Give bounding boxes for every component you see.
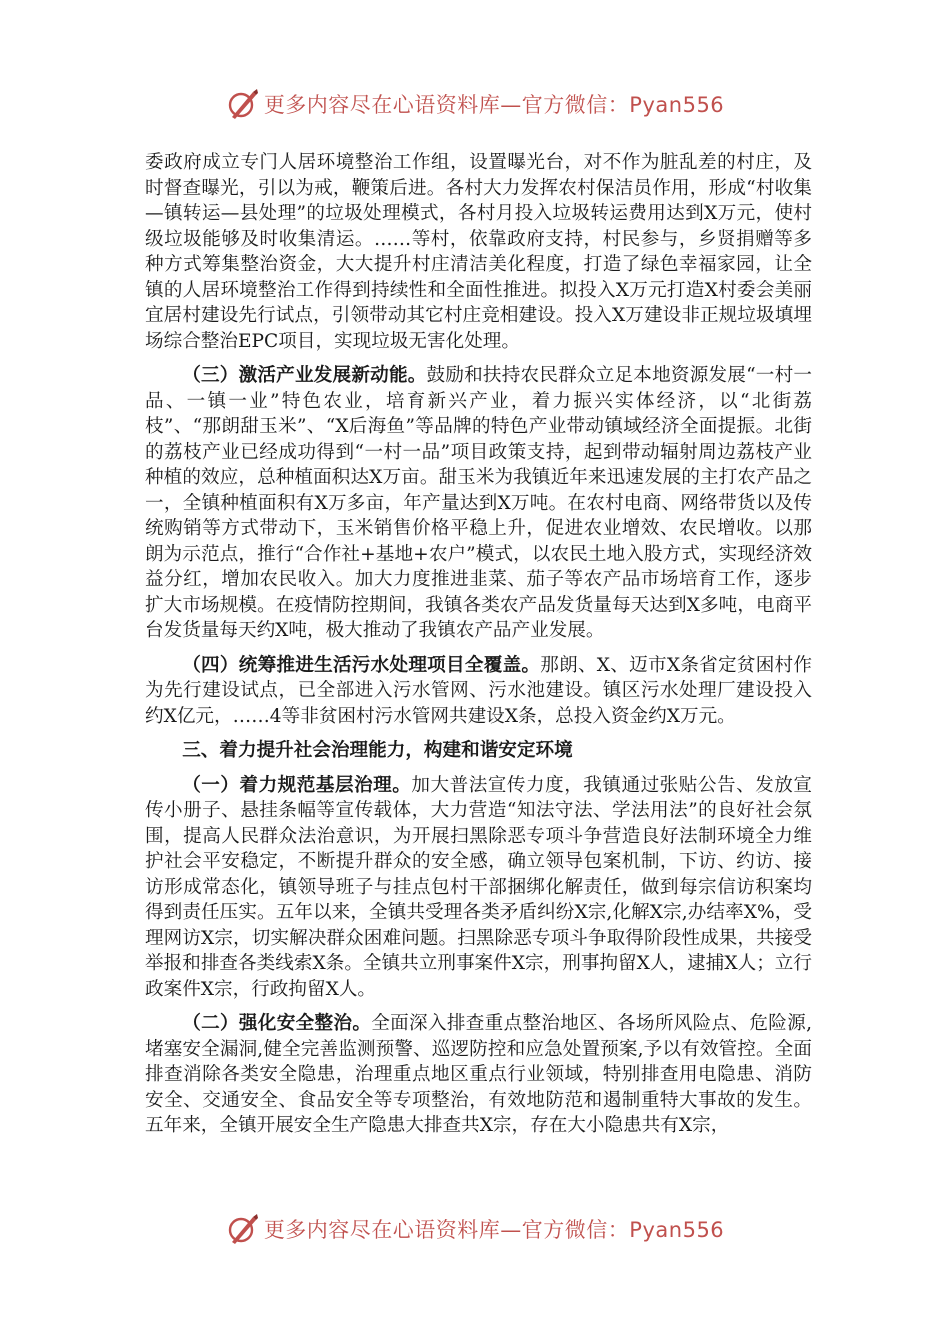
paragraph-text: 那朗、X、迈市X条省定贫困村作为先行建设试点，已全部进入污水管网、污水池建设。镇区污水处理厂建设投入约X亿元，……4等非贫困村污水管网共建设X条，总投入资金约X万元。 xyxy=(145,654,812,727)
document-body xyxy=(145,150,812,1148)
footer-watermark xyxy=(0,1209,950,1249)
paragraph-sewage-treatment xyxy=(145,653,812,730)
paragraph-text: 加大普法宣传力度，我镇通过张贴公告、发放宣传小册子、悬挂条幅等宣传载体，大力营造“知法守法、学法用法”的良好社会氛围，提高人民群众法治意识，为开展扫黑除恶专项斗争营造良好法制环境全力维护社会平安稳定，不断提升群众的安全感，确立领导包案机制，下访、约访、接访形成常态化，镇领导班子与挂点包村干部捆绑化解责任，做到每宗信访积案均得到责任压实。五年以来，全镇共受理各类矛盾纠纷X宗,化解X宗,办结率X%，受理网访X宗，切实解决群众困难问题。扫黑除恶专项斗争取得阶段性成果，共接受举报和排查各类线索X条。全镇共立刑事案件X宗，刑事拘留X人，逮捕X人；立行政案件X宗，行政拘留X人。 xyxy=(145,774,812,1000)
section-heading: 三、着力提升社会治理能力，构建和谐安定环境 xyxy=(182,740,573,761)
header-watermark xyxy=(0,84,950,124)
footer-watermark-text: 更多内容尽在心语资料库—官方微信：Pyan556 xyxy=(263,1218,725,1242)
pen-logo-icon xyxy=(226,87,260,121)
paragraph-text: 鼓励和扶持农民群众立足本地资源发展“一村一品、一镇一业”特色农业，培育新兴产业，着力振兴实体经济，以“北街荔枝”、“那朗甜玉米”、“X后海鱼”等品牌的特色产业带动镇域经济全面提振。北街的荔枝产业已经成功得到“一村一品”项目政策支持，起到带动辐射周边荔枝产业种植的效应，总种植面积达X万亩。甜玉米为我镇近年来迅速发展的主打农产品之一，全镇种植面积有X万多亩，年产量达到X万吨。在农村电商、网络带货以及传统购销等方式带动下，玉米销售价格平稳上升，促进农业增效、农民增收。以那朗为示范点，推行“合作社+基地+农户”模式，以农民土地入股方式，实现经济效益分红，增加农民收入。加大力度推进韭菜、茄子等农产品市场培育工作，逐步扩大市场规模。在疫情防控期间，我镇各类农产品发货量每天达到X多吨，电商平台发货量每天约X吨，极大推动了我镇农产品产业发展。 xyxy=(145,365,812,641)
header-watermark-text: 更多内容尽在心语资料库—官方微信：Pyan556 xyxy=(263,93,725,117)
paragraph-lead: （二）强化安全整治。 xyxy=(182,1013,372,1034)
paragraph-lead: （四）统筹推进生活污水处理项目全覆盖。 xyxy=(182,654,541,676)
paragraph-grassroots-governance xyxy=(145,773,812,1003)
paragraph-lead: （一）着力规范基层治理。 xyxy=(182,774,412,796)
paragraph-lead: （三）激活产业发展新动能。 xyxy=(182,365,427,386)
paragraph-safety-rectification xyxy=(145,1011,812,1139)
paragraph-environment-continued: 委政府成立专门人居环境整治工作组，设置曝光台，对不作为脏乱差的村庄，及时督查曝光，引以为戒，鞭策后进。各村大力发挥农村保洁员作用，形成“村收集—镇转运—县处理”的垃圾处理模式，各村月投入垃圾转运费用达到X万元，使村级垃圾能够及时收集清运。……等村，依靠政府支持，村民参与，乡贤捐赠等多种方式筹集整治资金，大大提升村庄清洁美化程度，打造了绿色幸福家园，让全镇的人居环境整治工作得到持续性和全面性推进。拟投入X万元打造X村委会美丽宜居村建设先行试点，引领带动其它村庄竞相建设。投入X万建设非正规垃圾填埋场综合整治EPC项目，实现垃圾无害化处理。 xyxy=(145,152,812,352)
paragraph-industry-development xyxy=(145,363,812,644)
paragraph-text: 全面深入排查重点整治地区、各场所风险点、危险源,堵塞安全漏洞,健全完善监测预警、巡逻防控和应急处置预案,予以有效管控。全面排查消除各类安全隐患，治理重点地区重点行业领域，特别排查用电隐患、消防安全、交通安全、食品安全等专项整治，有效地防范和遏制重特大事故的发生。五年来，全镇开展安全生产隐患大排查共X宗，存在大小隐患共有X宗， xyxy=(145,1013,812,1136)
pen-logo-icon xyxy=(226,1212,260,1246)
